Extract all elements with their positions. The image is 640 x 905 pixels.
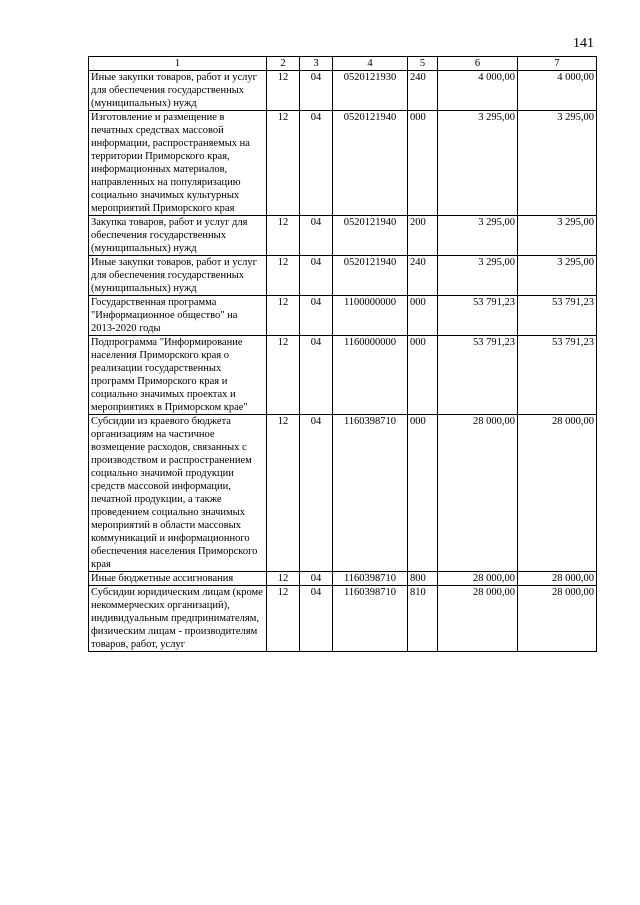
- row-expense-type: 000: [408, 415, 438, 572]
- row-target-item: 1160398710: [333, 572, 408, 586]
- column-header: 6: [438, 57, 518, 71]
- row-expense-type: 240: [408, 256, 438, 296]
- row-subsection: 04: [300, 336, 333, 415]
- row-section: 12: [267, 415, 300, 572]
- table-row: [89, 71, 597, 111]
- row-amount-1: 3 295,00: [438, 111, 518, 216]
- row-subsection: 04: [300, 216, 333, 256]
- table-row: [89, 216, 597, 256]
- column-header: 5: [408, 57, 438, 71]
- table-row: [89, 415, 597, 572]
- row-target-item: 1160398710: [333, 586, 408, 652]
- row-section: 12: [267, 256, 300, 296]
- row-name: Закупка товаров, работ и услуг для обеспечения государственных (муниципальных) нужд: [89, 216, 267, 256]
- row-subsection: 04: [300, 111, 333, 216]
- row-amount-2: 3 295,00: [518, 256, 597, 296]
- table-row: [89, 572, 597, 586]
- table-row: [89, 111, 597, 216]
- row-target-item: 1100000000: [333, 296, 408, 336]
- column-header: 4: [333, 57, 408, 71]
- table-row: [89, 296, 597, 336]
- row-expense-type: 000: [408, 336, 438, 415]
- row-amount-2: 3 295,00: [518, 111, 597, 216]
- row-name: Иные закупки товаров, работ и услуг для обеспечения государственных (муниципальных) нужд: [89, 256, 267, 296]
- column-header: 1: [89, 57, 267, 71]
- row-name: Государственная программа "Информационное общество" на 2013-2020 годы: [89, 296, 267, 336]
- row-amount-1: 28 000,00: [438, 586, 518, 652]
- column-header: 3: [300, 57, 333, 71]
- row-amount-1: 4 000,00: [438, 71, 518, 111]
- row-expense-type: 810: [408, 586, 438, 652]
- column-header: 2: [267, 57, 300, 71]
- table-header-row: [89, 57, 597, 71]
- row-name: Изготовление и размещение в печатных средствах массовой информации, распространяемых на территории Приморского края, информационных материалов, направленных на популяризацию социально значимых культурных мероприятий Приморского края: [89, 111, 267, 216]
- row-amount-1: 3 295,00: [438, 256, 518, 296]
- row-section: 12: [267, 336, 300, 415]
- table-row: [89, 336, 597, 415]
- row-expense-type: 800: [408, 572, 438, 586]
- row-subsection: 04: [300, 71, 333, 111]
- row-amount-2: 28 000,00: [518, 586, 597, 652]
- table-row: [89, 256, 597, 296]
- row-section: 12: [267, 111, 300, 216]
- row-expense-type: 240: [408, 71, 438, 111]
- row-section: 12: [267, 586, 300, 652]
- row-section: 12: [267, 71, 300, 111]
- row-amount-2: 53 791,23: [518, 336, 597, 415]
- row-target-item: 0520121940: [333, 111, 408, 216]
- row-amount-1: 28 000,00: [438, 415, 518, 572]
- row-section: 12: [267, 216, 300, 256]
- row-subsection: 04: [300, 296, 333, 336]
- row-amount-2: 53 791,23: [518, 296, 597, 336]
- row-expense-type: 200: [408, 216, 438, 256]
- row-amount-2: 4 000,00: [518, 71, 597, 111]
- row-target-item: 0520121930: [333, 71, 408, 111]
- row-amount-1: 53 791,23: [438, 336, 518, 415]
- row-amount-1: 28 000,00: [438, 572, 518, 586]
- row-section: 12: [267, 296, 300, 336]
- row-name: Иные бюджетные ассигнования: [89, 572, 267, 586]
- column-header: 7: [518, 57, 597, 71]
- row-section: 12: [267, 572, 300, 586]
- row-name: Субсидии из краевого бюджета организациям на частичное возмещение расходов, связанных с производством и распространением социально значимой продукции средств массовой информации, печатной продукции, а также проведением социально значимых мероприятий в области массовых коммуникаций и информационного обеспечения населения Приморского края: [89, 415, 267, 572]
- row-subsection: 04: [300, 586, 333, 652]
- row-target-item: 1160000000: [333, 336, 408, 415]
- row-amount-2: 28 000,00: [518, 572, 597, 586]
- row-name: Субсидии юридическим лицам (кроме некоммерческих организаций), индивидуальным предпринимателям, физическим лицам - производителям товаров, работ, услуг: [89, 586, 267, 652]
- page-number: 141: [573, 36, 594, 51]
- row-target-item: 0520121940: [333, 216, 408, 256]
- row-amount-1: 3 295,00: [438, 216, 518, 256]
- row-subsection: 04: [300, 572, 333, 586]
- row-target-item: 0520121940: [333, 256, 408, 296]
- row-amount-1: 53 791,23: [438, 296, 518, 336]
- row-name: Подпрограмма "Информирование населения Приморского края о реализации государственных программ Приморского края и социально значимых проектах и мероприятиях в Приморском крае": [89, 336, 267, 415]
- table-row: [89, 586, 597, 652]
- row-subsection: 04: [300, 256, 333, 296]
- row-name: Иные закупки товаров, работ и услуг для обеспечения государственных (муниципальных) нужд: [89, 71, 267, 111]
- row-amount-2: 28 000,00: [518, 415, 597, 572]
- budget-table: [88, 56, 597, 652]
- row-amount-2: 3 295,00: [518, 216, 597, 256]
- row-expense-type: 000: [408, 296, 438, 336]
- row-subsection: 04: [300, 415, 333, 572]
- row-expense-type: 000: [408, 111, 438, 216]
- row-target-item: 1160398710: [333, 415, 408, 572]
